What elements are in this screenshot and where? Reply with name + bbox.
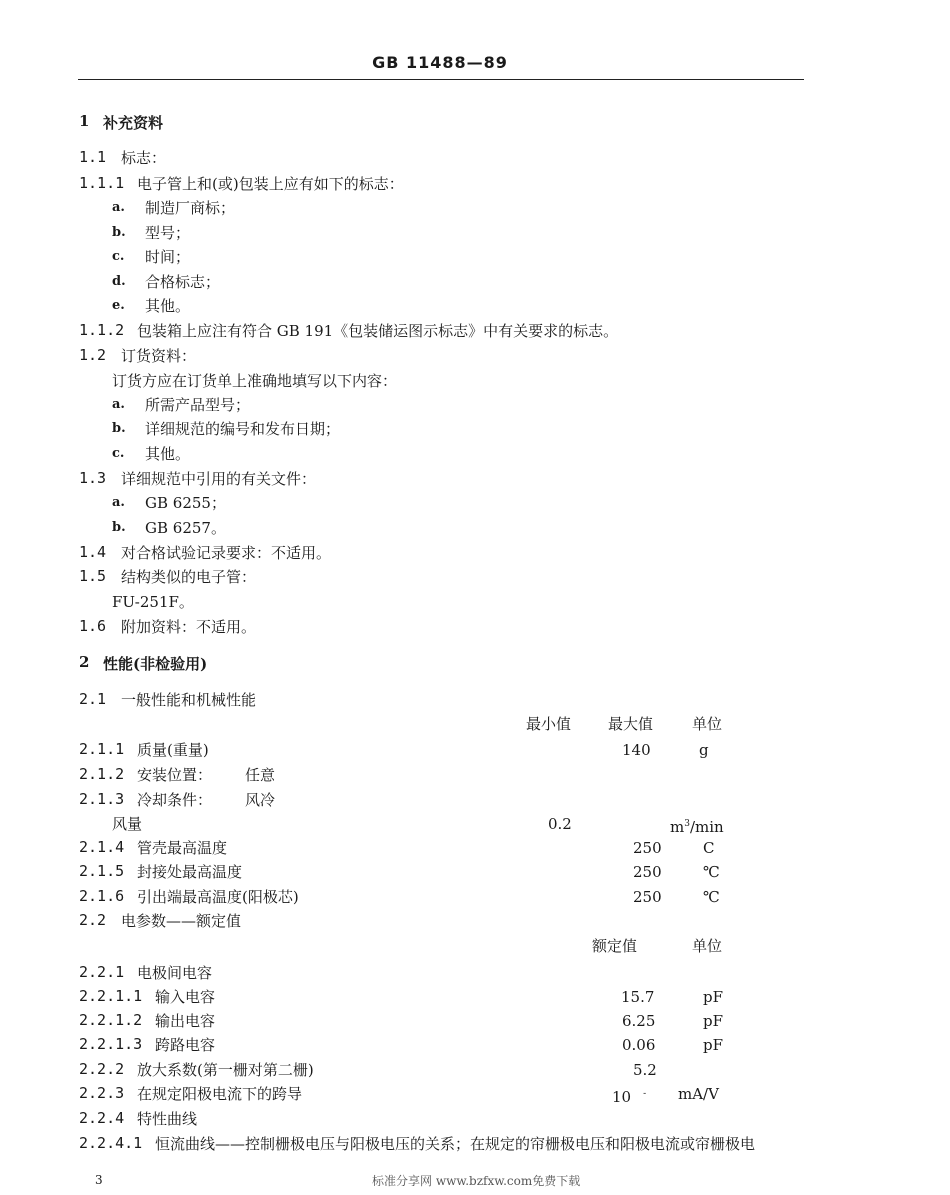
clause-number: 1.2 bbox=[79, 346, 107, 364]
clause-intro: 订货方应在订货单上准确地填写以下内容： bbox=[112, 372, 398, 390]
list-item: GB 6255； bbox=[145, 494, 226, 512]
unit: ℃ bbox=[703, 888, 720, 906]
col-header-rated: 额定值 bbox=[592, 937, 638, 955]
clause-text: 在规定阳极电流下的跨导 bbox=[137, 1085, 303, 1103]
clause-text: 电极间电容 bbox=[137, 964, 213, 982]
list-item: 其他。 bbox=[145, 297, 191, 315]
list-letter: a. bbox=[112, 397, 125, 412]
list-item: 型号； bbox=[145, 224, 191, 242]
clause-number: 2.1.5 bbox=[79, 862, 125, 880]
section-1-number: 1 bbox=[79, 112, 90, 130]
clause-text: 对合格试验记录要求：不适用。 bbox=[121, 544, 332, 562]
unit: C bbox=[703, 839, 715, 857]
clause-text: 结构类似的电子管： bbox=[121, 568, 257, 586]
clause-text: 管壳最高温度 bbox=[137, 839, 228, 857]
col-header-unit: 单位 bbox=[692, 937, 723, 955]
list-letter: b. bbox=[112, 421, 126, 436]
list-letter: d. bbox=[112, 274, 126, 289]
list-item: 制造厂商标； bbox=[145, 199, 236, 217]
watermark-footer: 标准分享网 www.bzfxw.com免费下载 bbox=[372, 1174, 581, 1188]
list-letter: c. bbox=[112, 446, 125, 461]
min-value: 0.2 bbox=[548, 815, 572, 833]
clause-number: 2.2 bbox=[79, 911, 107, 929]
clause-text: 跨路电容 bbox=[155, 1036, 216, 1054]
clause-number: 2.1 bbox=[79, 690, 107, 708]
header-rule bbox=[78, 79, 804, 80]
clause-text: 放大系数(第一栅对第二栅) bbox=[137, 1061, 314, 1079]
list-item: 其他。 bbox=[145, 445, 191, 463]
rated-value: 5.2 bbox=[633, 1061, 657, 1079]
clause-text: 恒流曲线——控制栅极电压与阳极电压的关系；在规定的帘栅极电压和阳极电流或帘栅极电 bbox=[155, 1135, 756, 1153]
rated-value: 6.25 bbox=[622, 1012, 656, 1030]
list-letter: b. bbox=[112, 520, 126, 535]
standard-header: GB 11488—89 bbox=[372, 53, 508, 72]
clause-number: 2.2.4 bbox=[79, 1109, 125, 1127]
clause-number: 1.6 bbox=[79, 617, 107, 635]
list-letter: e. bbox=[112, 298, 125, 313]
list-item: 时间； bbox=[145, 248, 191, 266]
clause-text: 标志： bbox=[121, 149, 167, 167]
clause-text: 一般性能和机械性能 bbox=[121, 691, 257, 709]
unit: pF bbox=[703, 988, 724, 1006]
list-letter: a. bbox=[112, 495, 125, 510]
clause-text: 输出电容 bbox=[155, 1012, 216, 1030]
clause-text: 质量(重量) bbox=[137, 741, 209, 759]
clause-number: 2.1.2 bbox=[79, 765, 125, 783]
clause-number: 2.2.1 bbox=[79, 963, 125, 981]
clause-number: 2.1.1 bbox=[79, 740, 125, 758]
clause-number: 2.1.6 bbox=[79, 887, 125, 905]
clause-value: FU-251F。 bbox=[112, 593, 194, 611]
clause-number: 2.1.4 bbox=[79, 838, 125, 856]
list-item: 详细规范的编号和发布日期； bbox=[145, 420, 341, 438]
clause-number: 1.4 bbox=[79, 543, 107, 561]
rated-value: 15.7 bbox=[621, 988, 655, 1006]
clause-text: 特性曲线 bbox=[137, 1110, 198, 1128]
clause-number: 1.1.1 bbox=[79, 174, 125, 192]
unit: ℃ bbox=[703, 863, 720, 881]
clause-number: 2.2.3 bbox=[79, 1084, 125, 1102]
section-1-title: 补充资料 bbox=[103, 114, 164, 132]
list-letter: a. bbox=[112, 200, 125, 215]
clause-text: 输入电容 bbox=[155, 988, 216, 1006]
unit: pF bbox=[703, 1012, 724, 1030]
unit: pF bbox=[703, 1036, 724, 1054]
clause-value: 风冷 bbox=[245, 791, 276, 809]
max-value: 250 bbox=[633, 863, 662, 881]
list-item: 所需产品型号； bbox=[145, 396, 251, 414]
section-2-number: 2 bbox=[79, 653, 90, 671]
clause-text: 详细规范中引用的有关文件： bbox=[121, 470, 317, 488]
clause-number: 1.5 bbox=[79, 567, 107, 585]
clause-text: 安装位置： bbox=[137, 766, 213, 784]
col-header-max: 最大值 bbox=[608, 715, 654, 733]
max-value: 140 bbox=[622, 741, 651, 759]
clause-text: 引出端最高温度(阳极芯) bbox=[137, 888, 299, 906]
clause-number: 2.2.1.3 bbox=[79, 1035, 143, 1053]
col-header-min: 最小值 bbox=[526, 715, 572, 733]
clause-number: 2.1.3 bbox=[79, 790, 125, 808]
page-number: 3 bbox=[95, 1173, 103, 1187]
clause-text: 包装箱上应注有符合 GB 191《包装储运图示标志》中有关要求的标志。 bbox=[137, 322, 619, 340]
clause-text: 封接处最高温度 bbox=[137, 863, 243, 881]
clause-number: 1.1 bbox=[79, 148, 107, 166]
rated-value: 0.06 bbox=[622, 1036, 656, 1054]
list-letter: c. bbox=[112, 249, 125, 264]
list-item: GB 6257。 bbox=[145, 519, 226, 537]
clause-number: 2.2.2 bbox=[79, 1060, 125, 1078]
section-2-title: 性能(非检验用) bbox=[103, 655, 208, 673]
col-header-unit: 单位 bbox=[692, 715, 723, 733]
list-item: 合格标志； bbox=[145, 273, 221, 291]
list-letter: b. bbox=[112, 225, 126, 240]
clause-text: 电参数——额定值 bbox=[121, 912, 242, 930]
clause-text: 冷却条件： bbox=[137, 791, 213, 809]
clause-number: 2.2.4.1 bbox=[79, 1134, 143, 1152]
unit: g bbox=[699, 741, 709, 759]
clause-text: 附加资料：不适用。 bbox=[121, 618, 257, 636]
rated-value: 10 - bbox=[612, 1088, 647, 1106]
unit: mA/V bbox=[678, 1085, 719, 1103]
clause-number: 1.3 bbox=[79, 469, 107, 487]
clause-text: 电子管上和(或)包装上应有如下的标志： bbox=[137, 175, 404, 193]
max-value: 250 bbox=[633, 839, 662, 857]
unit: $m^3/\min$ bbox=[670, 818, 724, 836]
clause-text: 订货资料： bbox=[121, 347, 197, 365]
clause-value: 任意 bbox=[245, 766, 276, 784]
max-value: 250 bbox=[633, 888, 662, 906]
clause-number: 1.1.2 bbox=[79, 321, 125, 339]
clause-number: 2.2.1.2 bbox=[79, 1011, 143, 1029]
clause-number: 2.2.1.1 bbox=[79, 987, 143, 1005]
airflow-label: 风量 bbox=[112, 815, 143, 833]
